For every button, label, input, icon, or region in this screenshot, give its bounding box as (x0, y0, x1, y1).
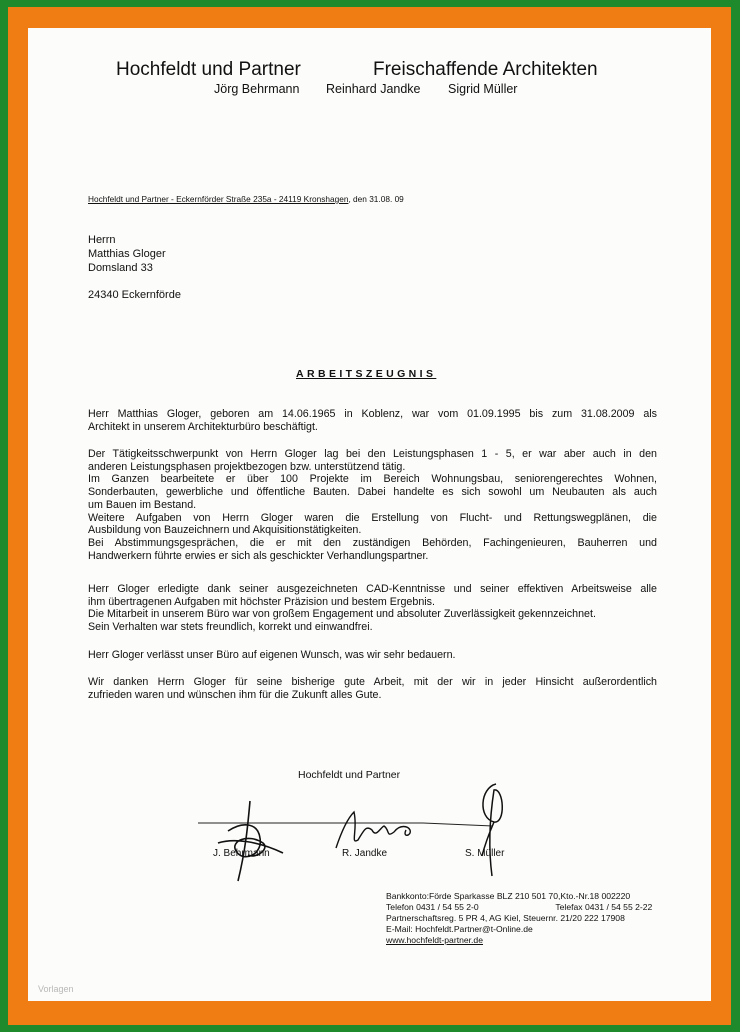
document-title: ARBEITSZEUGNIS (296, 368, 437, 380)
signatory-name: S. Müller (465, 848, 505, 859)
recipient-salutation: Herrn (88, 234, 116, 246)
signature-behrmann (208, 793, 298, 888)
text-line: Sein Verhalten war stets freundlich, korrekt und einwandfrei. (88, 621, 373, 634)
text-line: Herr Gloger verlässt unser Büro auf eigenen Wunsch, was wir sehr bedauern. (88, 649, 456, 661)
text-line: Herr Matthias Gloger, geboren am 14.06.1965 in Koblenz, war vom 01.09.1995 bis zum 31.08.2009 als (88, 408, 657, 420)
text-line: ihm übertragenen Aufgaben mit höchster Präzision und bestem Ergebnis. (88, 595, 435, 608)
recipient-city: 24340 Eckernförde (88, 289, 181, 301)
footer-website-link[interactable]: www.hochfeldt-partner.de (386, 935, 483, 945)
text-line: Sonderbauten, gewerbliche und öffentliche Bauten. Dabei handelte es sich sowohl um Neubauten als auch (88, 486, 657, 499)
footer-telefax: Telefax 0431 / 54 55 2-22 (555, 902, 653, 912)
sender-line: Hochfeldt und Partner - Eckernförder Straße 235a - 24119 Kronshagen, den 31.08. 09 (88, 194, 404, 204)
text-line: zufrieden waren und wünschen ihm für die Zukunft alles Gute. (88, 688, 382, 701)
text-line: Weitere Aufgaben von Herrn Gloger waren die Erstellung von Flucht- und Rettungswegplänen, die (88, 511, 657, 524)
firm-name: Hochfeldt und Partner (116, 59, 301, 80)
recipient-address (88, 233, 181, 302)
text-line: anderen Leistungsphasen projektbezogen bzw. unterstützend tätig. (88, 460, 406, 473)
text-line: Architekt in unserem Architekturbüro beschäftigt. (88, 420, 318, 433)
signatory-name: R. Jandke (342, 848, 388, 859)
paragraph-leaving (88, 649, 657, 662)
footer-register: Partnerschaftsreg. 5 PR 4, AG Kiel, Steuernr. 21/20 222 17908 (386, 913, 625, 923)
signature-mueller (458, 776, 528, 886)
text-line: Der Tätigkeitsschwerpunkt von Herrn Gloger lag bei den Leistungsphasen 1 - 5, er war aber auch in den (88, 448, 657, 460)
footer-phone-row (386, 902, 652, 913)
text-line: Herr Gloger erledigte dank seiner ausgezeichneten CAD-Kenntnisse und seiner effektiven Arbeitsweise alle (88, 583, 657, 595)
text-line: Handwerkern führte erwies er sich als geschickter Verhandlungspartner. (88, 549, 429, 562)
text-line: Wir danken Herrn Gloger für seine bisherige gute Arbeit, mit der wir in jeder Hinsicht außerordentlich (88, 676, 657, 688)
footer-bank: Bankkonto:Förde Sparkasse BLZ 210 501 70,Kto.-Nr.18 002220 (386, 891, 631, 901)
partner-name: Reinhard Jandke (326, 82, 421, 96)
watermark: Vorlagen (38, 984, 74, 994)
closing-firm: Hochfeldt und Partner (298, 769, 401, 781)
paragraph-performance (88, 583, 657, 634)
text-line: Ausbildung von Bauzeichnern und Akquisitionstätigkeiten. (88, 524, 362, 537)
text-line: Im Ganzen bearbeitete er über 100 Projekte im Bereich Wohnungsbau, seniorengerechtes Wohnen, (88, 473, 657, 486)
recipient-street: Domsland 33 (88, 262, 153, 274)
letter-page (28, 28, 711, 1001)
text-line: Die Mitarbeit in unserem Büro war von großem Engagement und absoluter Zuverlässigkeit gekennzeichnet. (88, 608, 596, 621)
footer-contact (386, 891, 652, 946)
partner-name: Jörg Behrmann (214, 82, 300, 96)
signatory-name: J. Behrmann (213, 848, 270, 859)
partner-name: Sigrid Müller (448, 82, 518, 96)
paragraph-duties (88, 448, 657, 562)
text-line: um Bauen im Bestand. (88, 498, 197, 511)
footer-email: E-Mail: Hochfeldt.Partner@t-Online.de (386, 924, 533, 934)
paragraph-employment (88, 408, 657, 433)
paragraph-thanks (88, 676, 657, 701)
letter-date: , den 31.08. 09 (348, 194, 404, 204)
firm-profession: Freischaffende Architekten (373, 59, 598, 80)
recipient-name: Matthias Gloger (88, 248, 166, 260)
footer-telefon: Telefon 0431 / 54 55 2-0 (386, 902, 479, 912)
text-line: Bei Abstimmungsgesprächen, die er mit den zuständigen Behörden, Fachingenieuren, Bauherren und (88, 536, 657, 549)
